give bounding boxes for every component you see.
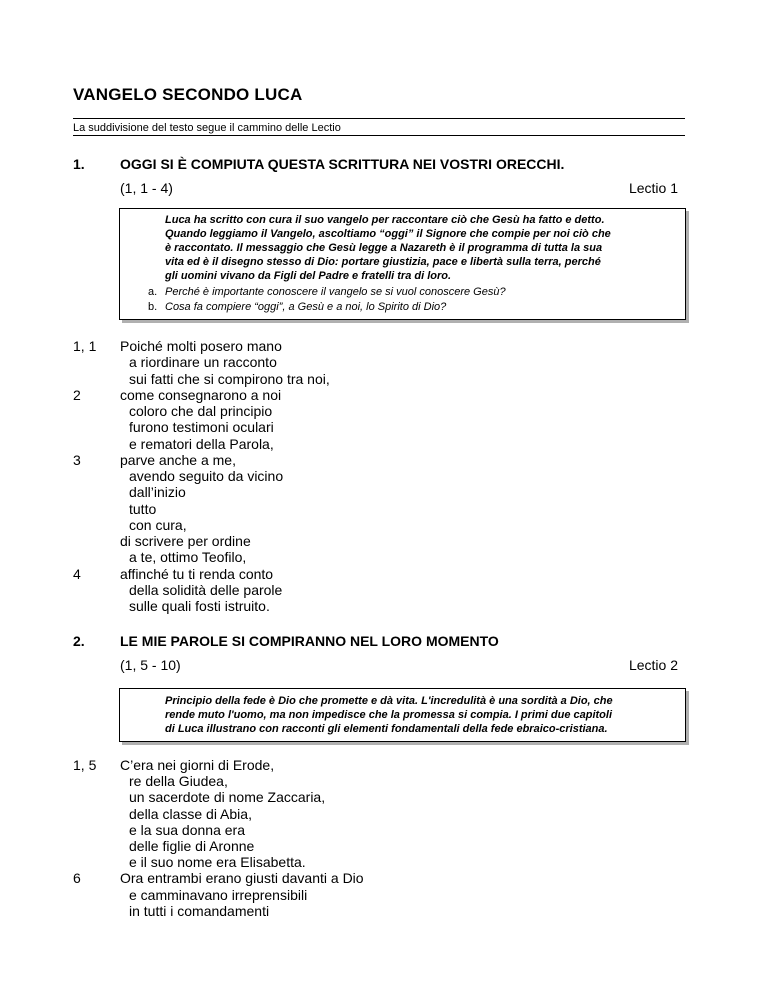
document-subtitle: La suddivisione del testo segue il cammino delle Lectio [73, 122, 341, 134]
summary-box [119, 208, 686, 320]
verse-line: C’era nei giorni di Erode, [120, 757, 275, 773]
question-text: Perché è importante conoscere il vangelo se si vuol conoscere Gesù? [165, 286, 506, 298]
verse-line: a te, ottimo Teofilo, [129, 549, 247, 565]
subtitle-divider [73, 135, 685, 136]
summary-line: è raccontato. Il messaggio che Gesù legge a Nazareth è il programma di tutta la sua [165, 242, 603, 254]
verse-number: 4 [73, 566, 81, 582]
summary-line: Quando leggiamo il Vangelo, ascoltiamo “oggi” il Signore che compie per noi ciò che [165, 228, 611, 240]
section-heading: OGGI SI È COMPIUTA QUESTA SCRITTURA NEI VOSTRI ORECCHI. [120, 156, 565, 172]
verse-number: 2 [73, 387, 81, 403]
verse-number: 6 [73, 870, 81, 886]
verse-line: come consegnarono a noi [120, 387, 282, 403]
verse-line: delle figlie di Aronne [129, 838, 255, 854]
verse-line: con cura, [129, 517, 187, 533]
verse-line: un sacerdote di nome Zaccaria, [129, 789, 326, 805]
verse-line: Ora entrambi erano giusti davanti a Dio [120, 870, 364, 886]
summary-line: di Luca illustrano con racconti gli elementi fondamentali della fede ebraico-cristiana. [165, 723, 608, 735]
verse-line: dall’inizio [129, 484, 186, 500]
verse-line: Poiché molti posero mano [120, 338, 282, 354]
section-lectio: Lectio 1 [628, 180, 678, 196]
verse-line: sulle quali fosti istruito. [129, 598, 270, 614]
verse-line: a riordinare un racconto [129, 354, 277, 370]
verse-number: 3 [73, 452, 81, 468]
section-number: 2. [73, 633, 85, 649]
verse-line: coloro che dal principio [129, 403, 273, 419]
verse-line: parve anche a me, [120, 452, 236, 468]
verse-line: della solidità delle parole [129, 582, 283, 598]
question-letter: b. [148, 301, 158, 313]
summary-line: vita ed è il disegno stesso di Dio: portare giustizia, pace e libertà sulla terra, perché [165, 256, 601, 268]
document-title: VANGELO SECONDO LUCA [73, 85, 303, 104]
verse-line: e rematori della Parola, [129, 436, 274, 452]
verse-line: in tutti i comandamenti [129, 903, 270, 919]
summary-line: Luca ha scritto con cura il suo vangelo per raccontare ciò che Gesù ha fatto e detto. [165, 214, 605, 226]
verse-line: affinché tu ti renda conto [120, 566, 274, 582]
verse-line: e camminavano irreprensibili [129, 887, 308, 903]
section-reference: (1, 1 - 4) [120, 180, 173, 196]
section-reference: (1, 5 - 10) [120, 657, 181, 673]
verse-line: di scrivere per ordine [120, 533, 251, 549]
section-heading: LE MIE PAROLE SI COMPIRANNO NEL LORO MOMENTO [120, 633, 499, 649]
verse-line: re della Giudea, [129, 773, 228, 789]
section-lectio: Lectio 2 [628, 657, 678, 673]
verse-line: e il suo nome era Elisabetta. [129, 854, 306, 870]
verse-line: tutto [129, 501, 157, 517]
question-text: Cosa fa compiere “oggi”, a Gesù e a noi, lo Spirito di Dio? [165, 301, 447, 313]
verse-number: 1, 5 [73, 757, 97, 773]
summary-line: gli uomini vivano da Figli del Padre e fratelli tra di loro. [165, 270, 452, 282]
verse-line: della classe di Abia, [129, 806, 252, 822]
verse-line: avendo seguito da vicino [129, 468, 284, 484]
summary-line: rende muto l'uomo, ma non impedisce che la promessa si compia. I primi due capitoli [165, 709, 612, 721]
question-letter: a. [148, 286, 158, 298]
verse-line: sui fatti che si compirono tra noi, [129, 371, 330, 387]
title-divider [73, 118, 685, 119]
verse-line: furono testimoni oculari [129, 419, 274, 435]
section-number: 1. [73, 156, 85, 172]
verse-number: 1, 1 [73, 338, 97, 354]
summary-box [119, 688, 686, 742]
summary-line: Principio della fede è Dio che promette e dà vita. L'incredulità è una sordità a Dio, che [165, 695, 613, 707]
verse-line: e la sua donna era [129, 822, 245, 838]
